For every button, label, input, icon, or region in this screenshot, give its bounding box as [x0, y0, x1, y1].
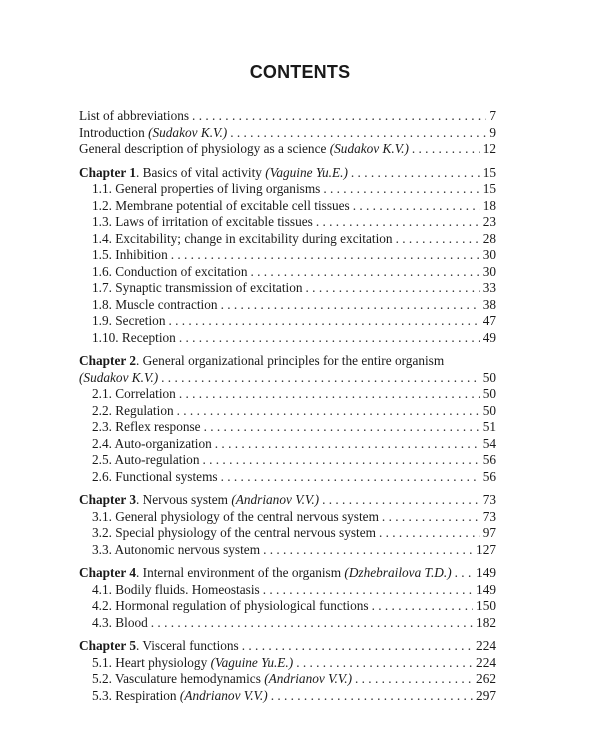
toc-subentry: 2.5. Auto-regulation . . . 56 — [79, 452, 496, 469]
entry-label: Introduction (Sudakov K.V.) — [79, 124, 228, 140]
toc-subentry: 1.10. Reception . . . 49 — [79, 330, 496, 347]
toc-subentry: 4.1. Bodily fluids. Homeostasis . . . 149 — [79, 582, 496, 599]
chapter-label: Chapter 1. Basics of vital activity (Vaguine Yu.E.) — [79, 164, 348, 180]
page-number: 224 — [476, 638, 496, 653]
toc-entry — [79, 141, 496, 158]
page-number: 7 — [489, 108, 496, 123]
toc-subentry: 2.4. Auto-organization . . . 54 — [79, 436, 496, 453]
toc-subentry: 1.9. Secretion . . . 47 — [79, 313, 496, 330]
leader-dots — [161, 370, 480, 387]
leader-dots — [412, 141, 480, 158]
chapter-heading: Chapter 2. General organizational principles for the entire organism — [79, 353, 445, 368]
page-number: 149 — [476, 565, 496, 580]
chapter-heading — [79, 165, 496, 182]
toc-subentry: 1.4. Excitability; change in excitability during excitation . . . 28 — [79, 231, 496, 248]
toc-subentry: 2.6. Functional systems . . . 56 — [79, 469, 496, 486]
toc-subentry: 5.2. Vasculature hemodynamics (Andrianov V.V.) . . . 262 — [79, 671, 496, 688]
toc-subentry: 1.2. Membrane potential of excitable cell tissues . . . 18 — [79, 198, 496, 215]
entry-label: General description of physiology as a science (Sudakov K.V.) — [79, 141, 409, 156]
toc-subentry: 2.3. Reflex response . . . 51 — [79, 419, 496, 436]
toc-subentry: 1.8. Muscle contraction . . . 38 — [79, 297, 496, 314]
chapter-heading: Chapter 4. Internal environment of the organism (Dzhebrailova T.D.) . . . 149 — [79, 565, 496, 582]
toc-subentry: 3.3. Autonomic nervous system . . . 127 — [79, 542, 496, 559]
chapter-heading-continuation: (Sudakov K.V.) . . . 50 — [79, 370, 496, 387]
page-number: 12 — [482, 141, 496, 156]
entry-label: List of abbreviations — [79, 108, 190, 123]
toc-subentry: 1.7. Synaptic transmission of excitation . . . 33 — [79, 280, 496, 297]
toc-subentry: 1.3. Laws of irritation of excitable tissues . . . 23 — [79, 214, 496, 231]
toc-subentry: 2.2. Regulation . . . 50 — [79, 403, 496, 420]
page-number: 9 — [489, 124, 496, 140]
toc-subentry: 5.1. Heart physiology (Vaguine Yu.E.) . . . 224 — [79, 655, 496, 672]
toc-subentry: 3.2. Special physiology of the central nervous system . . . 97 — [79, 525, 496, 542]
table-of-contents — [79, 108, 496, 704]
page-title: CONTENTS — [249, 62, 351, 82]
leader-dots — [351, 165, 480, 182]
toc-subentry: 1.5. Inhibition . . . 30 — [79, 247, 496, 264]
toc-entry — [79, 125, 496, 142]
chapter-heading: Chapter 5. Visceral functions . . . 224 — [79, 638, 496, 655]
leader-dots — [230, 125, 486, 142]
page-number: 15 — [482, 164, 496, 180]
toc-subentry: 4.2. Hormonal regulation of physiological functions . . . 150 — [79, 598, 496, 615]
page-number: 50 — [482, 369, 496, 385]
toc-subentry: 3.1. General physiology of the central nervous system . . . 73 — [79, 509, 496, 526]
chapter-heading: Chapter 3. Nervous system (Andrianov V.V.) . . . 73 — [79, 492, 496, 509]
toc-subentry: 2.1. Correlation . . . 50 — [79, 386, 496, 403]
toc-subentry: 4.3. Blood . . . 182 — [79, 615, 496, 632]
toc-subentry: 1.6. Conduction of excitation . . . 30 — [79, 264, 496, 281]
leader-dots — [192, 108, 486, 125]
toc-subentry: 5.3. Respiration (Andrianov V.V.) . . . 297 — [79, 688, 496, 705]
page-number: 73 — [482, 492, 496, 507]
toc-subentry: 1.1. General properties of living organisms . . . 15 — [79, 181, 496, 198]
toc-entry — [79, 108, 496, 125]
